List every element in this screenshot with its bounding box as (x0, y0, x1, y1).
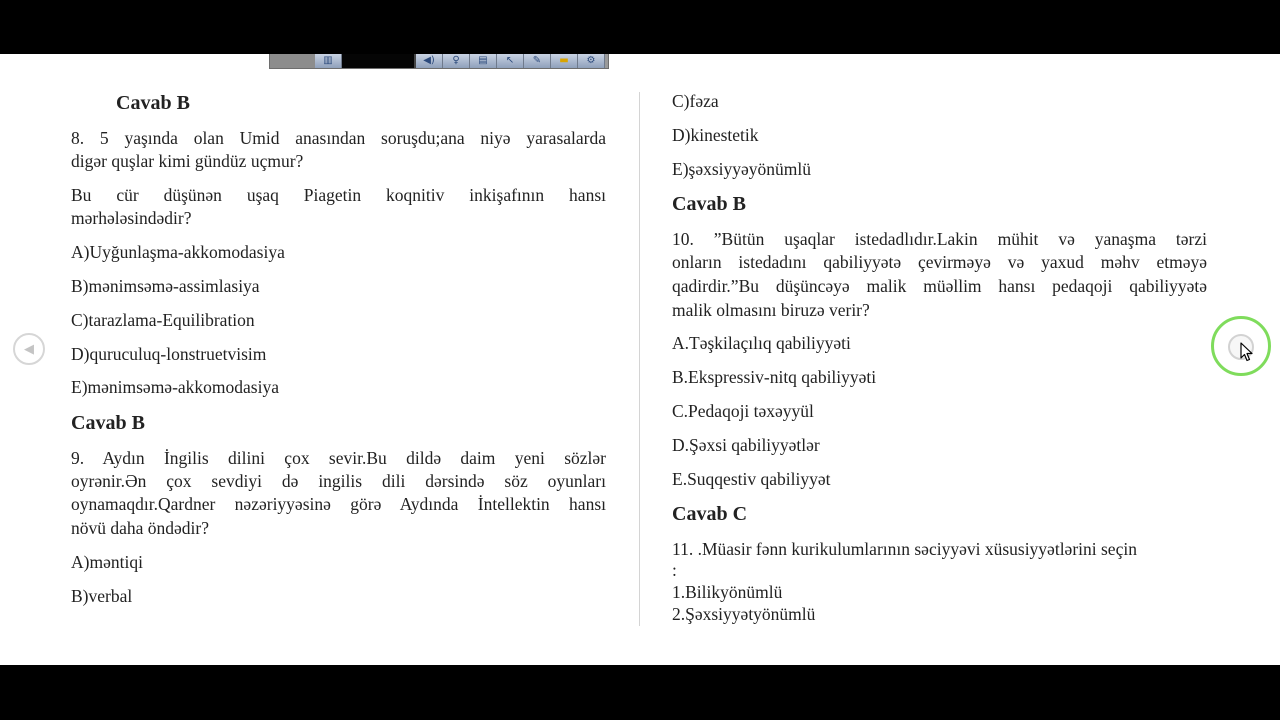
question-9-line-2: oyrənir.Ən çox sevdiyi də ingilis dili dərsində söz oyunları (71, 471, 606, 491)
answer-label: Cavab B (672, 193, 746, 215)
option-a: A)məntiqi (71, 552, 143, 572)
option-b: B)mənimsəmə-assimlasiya (71, 276, 260, 296)
toolbar-blank (270, 54, 315, 68)
settings-icon[interactable]: ⚙ (578, 54, 605, 68)
panel-icon[interactable]: ▥ (315, 54, 342, 68)
mouse-cursor-icon (1240, 342, 1254, 362)
option-e: E)şəxsiyyəyönümlü (672, 159, 812, 179)
list-item: 2.Şəxsiyyətyönümlü (672, 604, 816, 624)
question-9-line-3: oynamaqdır.Qardner nəzəriyyəsinə görə Aydında İntellektin hansı (71, 494, 606, 514)
question-10-line-4: malik olmasını biruzə verir? (672, 300, 870, 320)
pointer-icon[interactable]: ↖ (497, 54, 524, 68)
option-b: B)verbal (71, 586, 133, 606)
video-bottom-letterbox (0, 665, 1280, 720)
column-divider (639, 92, 640, 626)
question-9-line-1: 9. Aydın İngilis dilini çox sevir.Bu dildə daim yeni sözlər (71, 448, 606, 468)
option-a: A)Uyğunlaşma-akkomodasiya (71, 242, 285, 262)
speaker-icon[interactable]: ◀) (416, 54, 443, 68)
question-8-line-1: 8. 5 yaşında olan Umid anasından soruşdu;ana niyə yarasalarda (71, 128, 606, 148)
highlighter-icon[interactable]: ▬ (551, 54, 578, 68)
answer-label: Cavab B (116, 92, 190, 114)
option-c: C)tarazlama-Equilibration (71, 310, 255, 330)
option-d: D)quruculuq-lonstruetvisim (71, 344, 267, 364)
list-item: 1.Bilikyönümlü (672, 582, 783, 602)
print-icon[interactable]: ▤ (470, 54, 497, 68)
question-8-sub-line-1: Bu cür düşünən uşaq Piagetin koqnitiv inkişafının hansı (71, 185, 606, 205)
document-page (0, 54, 1280, 665)
question-8-line-2: digər quşlar kimi gündüz uçmur? (71, 151, 304, 171)
pen-icon[interactable]: ✎ (524, 54, 551, 68)
answer-label: Cavab B (71, 412, 145, 434)
question-11-line-2: : (672, 560, 677, 580)
chevron-left-icon: ◀ (24, 341, 34, 357)
option-e: E.Suqqestiv qabiliyyət (672, 469, 831, 489)
option-c: C.Pedaqoji təxəyyül (672, 401, 814, 421)
toolbar-black-segment (342, 54, 414, 68)
question-11-line-1: 11. .Müasir fənn kurikulumlarının səciyyəvi xüsusiyyətlərini seçin (672, 539, 1137, 559)
option-d: D.Şəxsi qabiliyyətlər (672, 435, 820, 455)
question-9-line-4: növü daha öndədir? (71, 518, 210, 538)
lamp-icon[interactable]: ♀ (443, 54, 470, 68)
question-10-line-2: onların istedadını qabiliyyətə çevirməyə və yaxud məhv etməyə (672, 252, 1207, 272)
question-10-line-3: qadirdir.”Bu düşüncəyə malik müəllim hansı pedaqoji qabiliyyətə (672, 276, 1207, 296)
question-8-sub-line-2: mərhələsindədir? (71, 208, 192, 228)
question-10-line-1: 10. ”Bütün uşaqlar istedadlıdır.Lakin mühit və yanaşma tərzi (672, 229, 1207, 249)
option-a: A.Təşkilaçılıq qabiliyyəti (672, 333, 851, 353)
option-b: B.Ekspressiv-nitq qabiliyyəti (672, 367, 877, 387)
option-c: C)fəza (672, 91, 719, 111)
answer-label: Cavab C (672, 503, 748, 525)
option-d: D)kinestetik (672, 125, 759, 145)
option-e: E)mənimsəmə-akkomodasiya (71, 377, 279, 397)
video-top-letterbox (0, 0, 1280, 54)
prev-page-button[interactable] (13, 333, 45, 365)
document-toolbar (269, 54, 609, 69)
